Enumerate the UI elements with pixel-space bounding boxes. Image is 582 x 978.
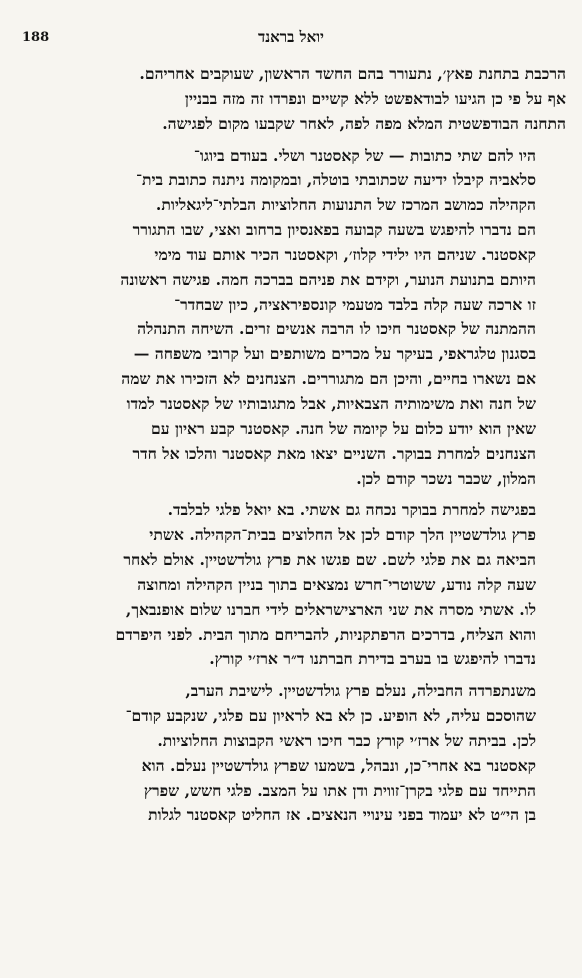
- text-line: אף על פי כן הגיעו לבודאפשט ללא קשיים ונפרדו זה מזה בבניין: [184, 88, 566, 108]
- text-line: היו להם שתי כתובות — של קאסטנר ושלי. בעודם ביוגו־: [193, 145, 536, 165]
- text-line: ההמתנה של קאסטנר חיכו לו הרבה אנשים זרים. השיחה התנהלה: [137, 319, 536, 339]
- text-line: התחנה הבודפשטית המלא מפה לפה, לאחר שקבעו מקום לפגישה.: [162, 113, 566, 133]
- text-line: קאסטנר. שניהם היו ילידי קלוז׳, וקאסטנר הכיר אותם עוד מימי: [154, 244, 536, 264]
- text-line: בסגנון טלגראפי, בעיקר על מכרים משותפים ועל קרובי משפחה —: [133, 344, 536, 364]
- text-line: לו. אשתי מסרה את שני הארצישראלים לידי חברנו שלום אופנבאך,: [125, 599, 536, 619]
- text-line: בן הי״ט לא יעמוד בפני עינויי הנאצים. אז החליט קאסטנר לגלות: [148, 805, 536, 825]
- page-number: 188: [22, 30, 50, 45]
- text-line: פרץ גולדשטיין הלך קודם לכן אל החלוצים בבית־הקהילה. אשתי: [149, 525, 536, 545]
- text-line: שהוסכם עליה, לא הופיע. כן לא בא לראיון עם פלגי, שנקבע קודם־: [125, 706, 536, 726]
- body-text: [20, 62, 566, 835]
- text-line: שאין הוא יודע כלום על קיומה של חנה. קאסטנר קבע ראיון עם: [151, 418, 536, 438]
- text-line: קאסטנר בא אחרי־כן, ונבהל, בשמעו שפרץ גולדשטיין נעלם. הוא: [141, 755, 536, 775]
- text-line: סלאביה קיבלו ידיעה שכתובתי בוטלה, ובמקומה ניתנה כתובת בית־: [135, 170, 536, 190]
- text-line: משנתפרדה החבילה, נעלם פרץ גולדשטיין. לישיבת הערב,: [185, 681, 536, 701]
- text-line: הם נדברו להיפגש בשעה קבועה בפאנסיון ברחוב ואצי, שבו התגורר: [132, 220, 536, 240]
- text-line: זו ארכה שעה קלה בלבד מטעמי קונספיראציה, כיון שבחדר־: [174, 294, 536, 314]
- paragraph: [20, 62, 566, 137]
- text-line: הקהילה כמושב המרכז של התנועות החלוציות הבלתי־ליגאליות.: [155, 195, 536, 215]
- text-line: המלון, שכבר נשכר קודם לכן.: [356, 468, 536, 488]
- text-line: היותם בתנועת הנוער, וקידם את פניהם בברכה חמה. פגישה ראשונה: [120, 269, 536, 289]
- paragraph: [20, 144, 566, 492]
- text-line: התייחד עם פלגי בקרן־זווית ודן אתו על המצב. פלגי חשש, שפרץ: [143, 780, 536, 800]
- text-line: בפגישה למחרת בבוקר נכחה גם אשתי. בא יואל פלגי לבלבד.: [167, 500, 536, 520]
- text-line: הצנחנים למחרת בבוקר. השניים יצאו מאת קאסטנר והלכו אל חדר: [132, 443, 536, 463]
- text-line: שעה קלה נודע, ששוטרי־חרש נמצאים בתוך בניין הקהילה ומחוצה: [137, 574, 536, 594]
- text-line: והוא הצליח, בדרכים הרפתקניות, להבריחם מתוך הבית. לפני היפרדם: [115, 624, 536, 644]
- paragraph: [20, 679, 566, 828]
- text-line: אם נשארו בחיים, והיכן הם מתגוררים. הצנחנים לא הזכירו את שמה: [121, 369, 536, 389]
- text-line: נדברו להיפגש בו בערב בדירת חברתנו ד״ר ארז׳י קורץ.: [209, 649, 536, 669]
- text-line: לכן. בביתה של ארז׳י קורץ כבר חיכו ראשי הקבוצות החלוציות.: [157, 730, 536, 750]
- running-head: יואל בראנד: [258, 28, 324, 46]
- text-line: של חנה ואת משימותיה הצבאיות, אבל מתגובותיו של קאסטנר למדו: [126, 393, 536, 413]
- page-header: [22, 24, 560, 50]
- text-line: הביאה גם את פלגי לשם. שם פגשו את פרץ גולדשטיין. אולם לאחר: [123, 550, 536, 570]
- text-line: הרכבת בתחנת פאץ׳, נתעורר בהם החשד הראשון, שעוקבים אחריהם.: [139, 64, 566, 83]
- paragraph: [20, 498, 566, 672]
